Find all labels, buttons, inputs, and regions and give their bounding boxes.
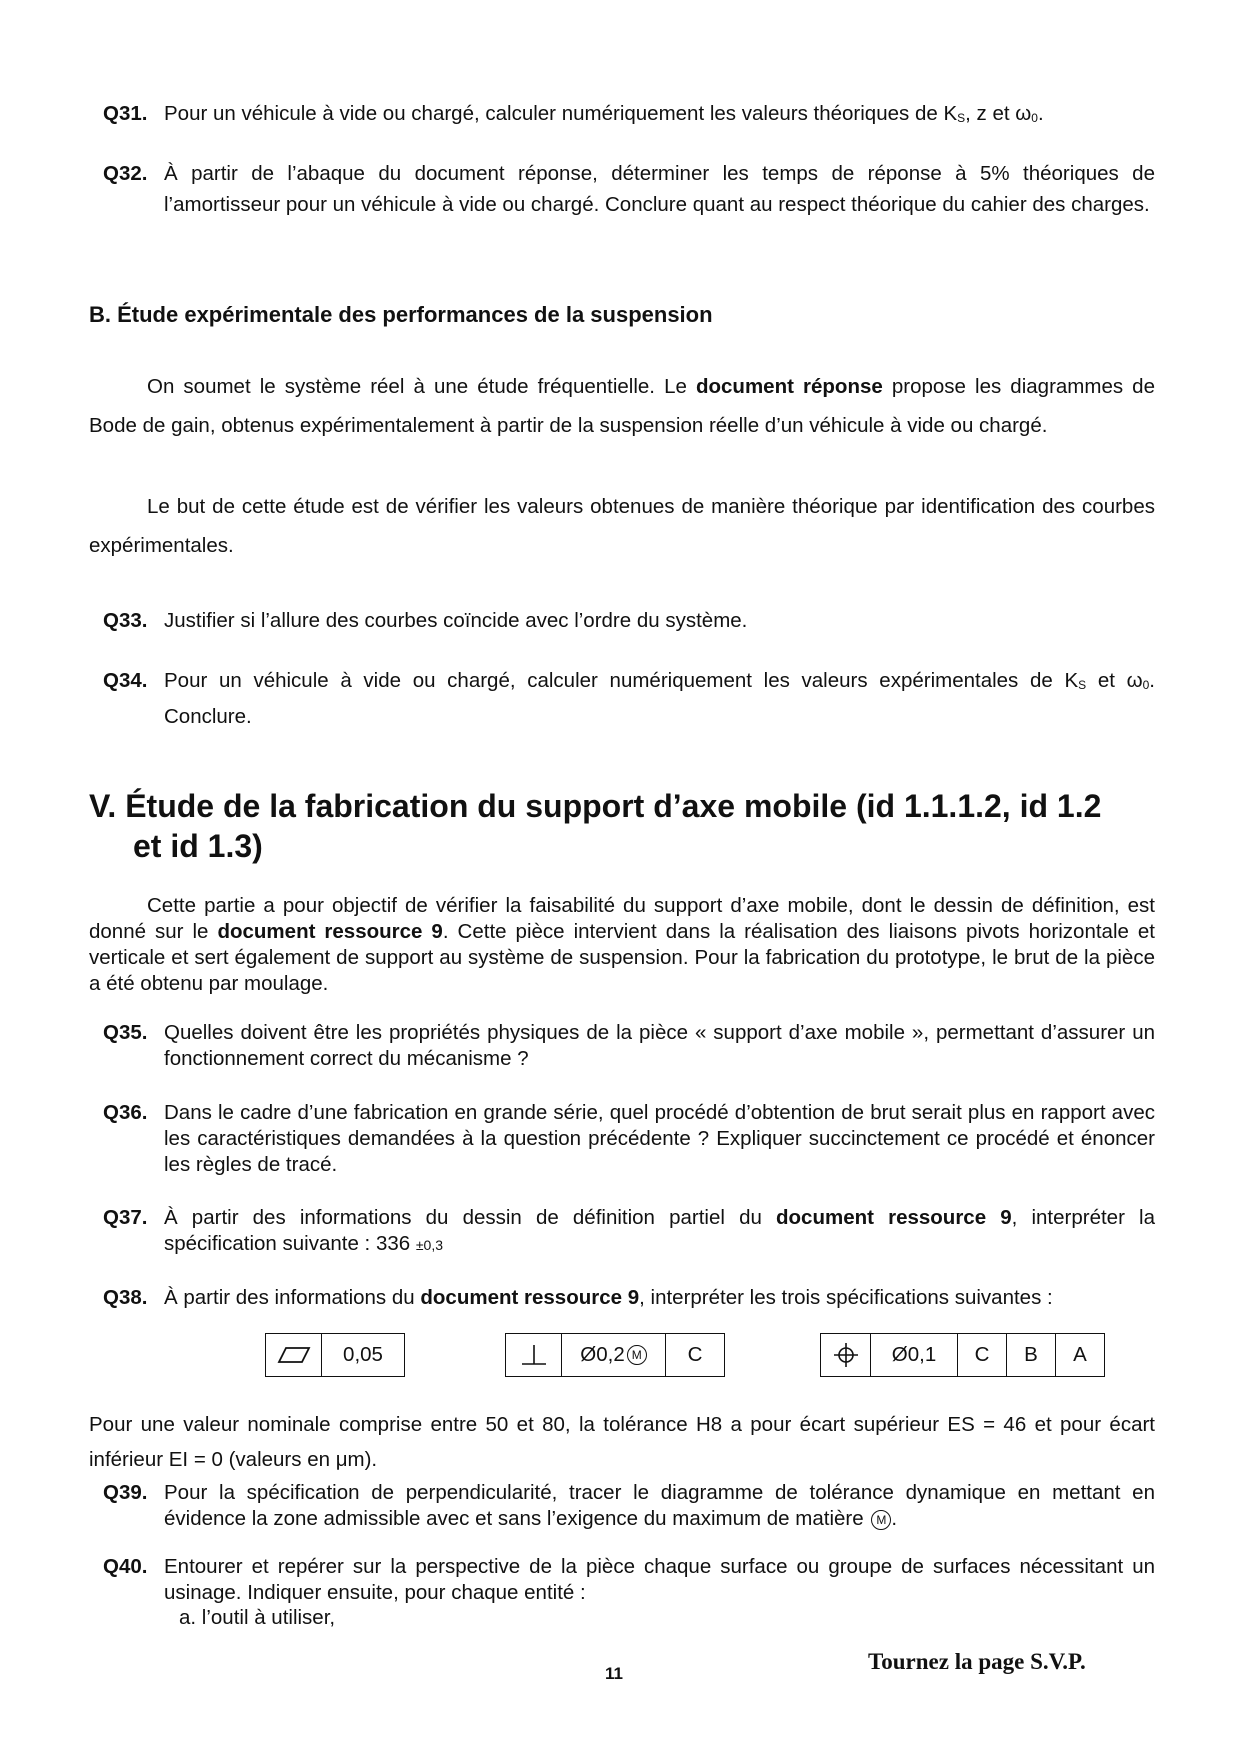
question-text: À partir de l’abaque du document réponse, déterminer les temps de réponse à 5% théoriques de l’amortisseur pour un véhicule à vide ou chargé. Conclure quant au respect théorique du cahier des charges.: [164, 162, 1155, 216]
position-icon: [821, 1334, 871, 1376]
question-39: [103, 1480, 1155, 1532]
question-37: [103, 1205, 1155, 1258]
footer-turn-page: Tournez la page S.V.P.: [868, 1649, 1086, 1674]
list-item-a: a. l’outil à utiliser,: [179, 1606, 336, 1629]
perpendicularity-icon: [506, 1334, 562, 1376]
question-text: Entourer et repérer sur la perspective de la pièce chaque surface ou groupe de surfaces nécessitant un usinage. Indiquer ensuite, pour chaque entité :: [164, 1555, 1155, 1604]
section-b-heading: B. Étude expérimentale des performances de la suspension: [89, 302, 713, 327]
question-31: [103, 98, 1155, 134]
tolerance-paragraph: Pour une valeur nominale comprise entre 50 et 80, la tolérance H8 a pour écart supérieur ES = 46 et pour écart inférieur EI = 0 (valeurs en μm).: [89, 1413, 1155, 1471]
question-text: À partir des informations du document ressource 9, interpréter les trois spécifications suivantes :: [164, 1286, 1053, 1309]
datum-c: C: [958, 1334, 1007, 1376]
max-material-modifier: M: [871, 1510, 891, 1530]
question-text: À partir des informations du dessin de définition partiel du document ressource 9, interpréter la spécification suivante : 336 ±0,3: [164, 1206, 1155, 1255]
question-number: Q39.: [103, 1481, 148, 1504]
question-34: [103, 665, 1155, 732]
spec-value: Ø 0,1: [871, 1334, 958, 1376]
page-number: 11: [605, 1664, 623, 1683]
datum-b: B: [1007, 1334, 1056, 1376]
question-text: Dans le cadre d’une fabrication en grande série, quel procédé d’obtention de brut serait plus en rapport avec les caractéristiques demandées à la question précédente ? Expliquer succinctement ce procédé et énoncer les règles de tracé.: [164, 1101, 1155, 1176]
question-text: Justifier si l’allure des courbes coïncide avec l’ordre du système.: [164, 609, 748, 632]
question-36: [103, 1100, 1155, 1178]
spec-position-frame: [820, 1333, 1105, 1377]
max-material-modifier: M: [627, 1345, 647, 1365]
question-text: Pour un véhicule à vide ou chargé, calculer numériquement les valeurs expérimentales de KS et ω0. Conclure.: [164, 669, 1155, 728]
question-text: Quelles doivent être les propriétés physiques de la pièce « support d’axe mobile », permettant d’assurer un fonctionnement correct du mécanisme ?: [164, 1021, 1155, 1070]
question-38: [103, 1285, 1155, 1311]
flatness-icon: [266, 1334, 322, 1376]
question-number: Q32.: [103, 162, 148, 185]
paragraph-b-goal: Le but de cette étude est de vérifier les valeurs obtenues de manière théorique par identification des courbes expérimentales.: [89, 495, 1155, 557]
question-number: Q37.: [103, 1206, 148, 1229]
question-number: Q35.: [103, 1021, 148, 1044]
question-40: [103, 1554, 1155, 1606]
question-number: Q34.: [103, 669, 148, 692]
spec-value: Ø 0,2 M: [562, 1334, 666, 1376]
datum-a: A: [1073, 1343, 1087, 1366]
spec-flatness-frame: [265, 1333, 405, 1377]
question-number: Q38.: [103, 1286, 148, 1309]
spec-perpendicularity-frame: [505, 1333, 725, 1377]
question-35: [103, 1020, 1155, 1072]
paragraph-b-intro: On soumet le système réel à une étude fréquentielle. Le document réponse propose les diagrammes de Bode de gain, obtenus expérimentalement à partir de la suspension réelle d’un véhicule à vide ou chargé.: [89, 375, 1155, 437]
paragraph-v-intro: Cette partie a pour objectif de vérifier la faisabilité du support d’axe mobile, dont le dessin de définition, est donné sur le document ressource 9. Cette pièce intervient dans la réalisation des liaisons pivots horizontale et verticale et sert également de support au système de suspension. Pour la fabrication du prototype, le brut de la pièce a été obtenu par moulage.: [89, 894, 1155, 995]
datum-c: C: [687, 1343, 703, 1366]
question-33: [103, 605, 1155, 636]
question-text: Pour un véhicule à vide ou chargé, calculer numériquement les valeurs théoriques de KS, z et ω0.: [164, 102, 1044, 125]
question-number: Q33.: [103, 609, 148, 632]
question-32: [103, 158, 1155, 220]
question-text: Pour la spécification de perpendicularité, tracer le diagramme de tolérance dynamique en mettant en évidence la zone admissible avec et sans l’exigence du maximum de matière M .: [164, 1481, 1155, 1530]
spec-value: 0,05: [343, 1343, 383, 1366]
question-number: Q40.: [103, 1555, 148, 1578]
question-number: Q31.: [103, 102, 148, 125]
question-number: Q36.: [103, 1101, 148, 1124]
section-v-heading: V. Étude de la fabrication du support d’axe mobile (id 1.1.1.2, id 1.2 et id 1.3): [89, 788, 1102, 864]
